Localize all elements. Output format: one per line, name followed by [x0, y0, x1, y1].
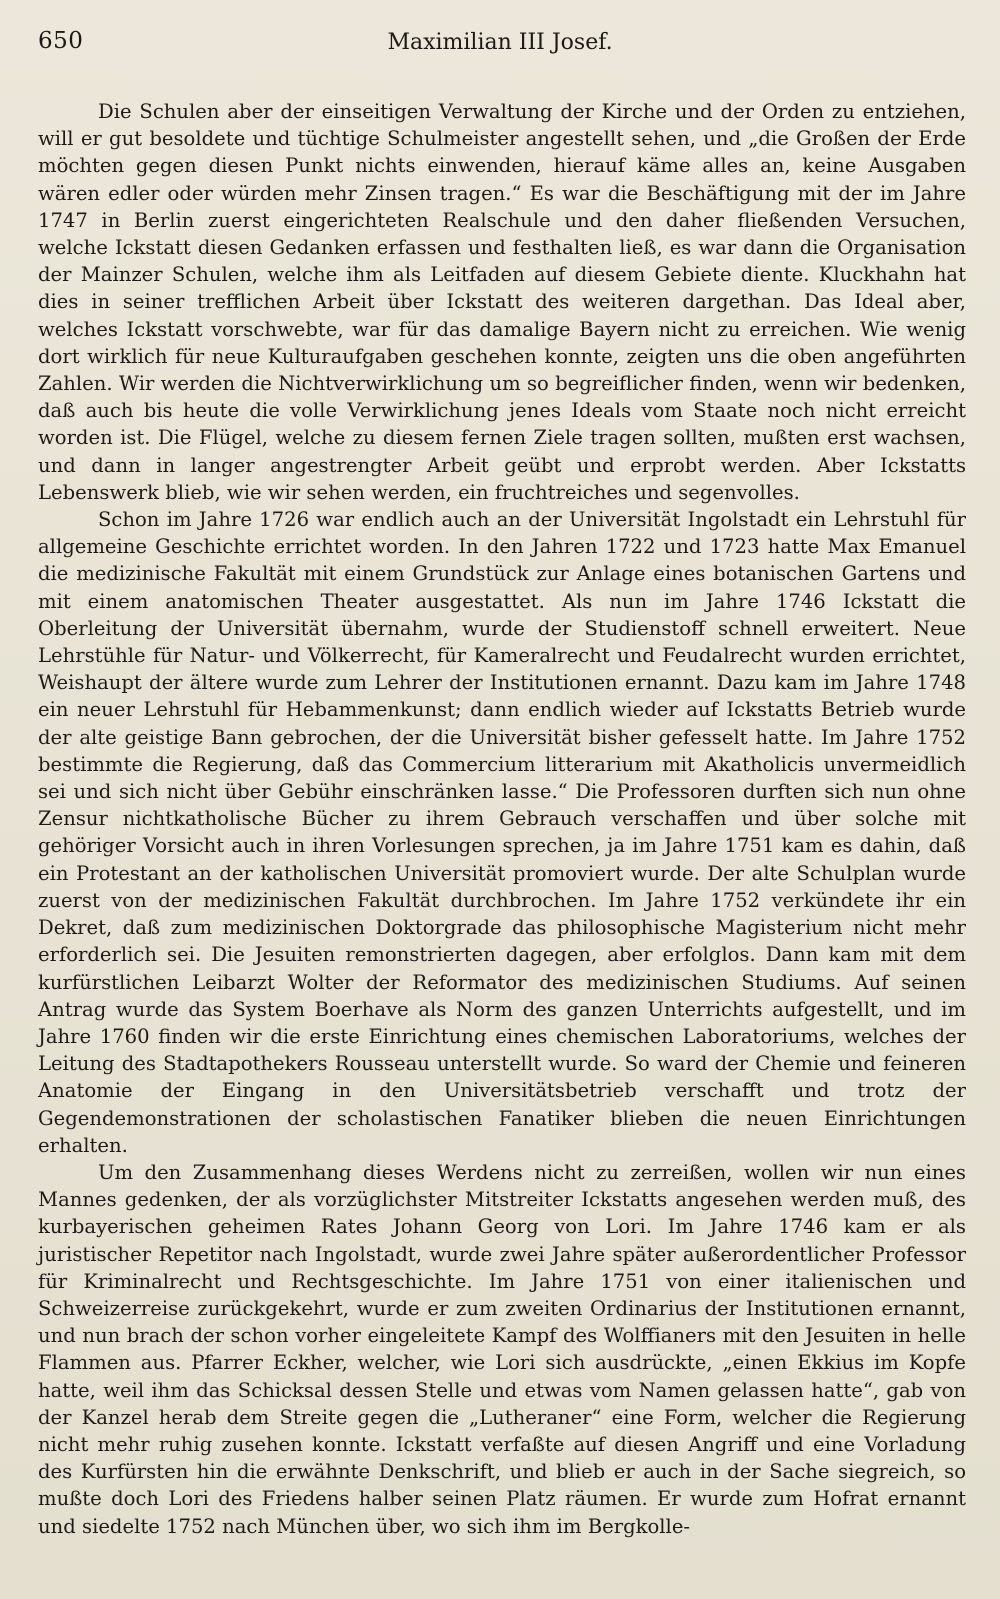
running-title: Maximilian III Josef. — [387, 30, 613, 55]
body-text — [38, 98, 966, 1540]
paragraph: Um den Zusammenhang dieses Werdens nicht zu zerreißen, wollen wir nun eines Mannes gedenken, der als vorzüglichster Mitstreiter Ickstatts angesehen werden muß, des kurbayerischen geheimen Rates Johann Georg von Lori. Im Jahre 1746 kam er als juristischer Repetitor nach Ingolstadt, wurde zwei Jahre später außerordentlicher Professor für Kriminalrecht und Rechtsgeschichte. Im Jahre 1751 von einer italienischen und Schweizerreise zurückgekehrt, wurde er zum zweiten Ordinarius der Institutionen ernannt, und nun brach der schon vorher eingeleitete Kampf des Wolffianers mit den Jesuiten in helle Flammen aus. Pfarrer Eckher, welcher, wie Lori sich ausdrückte, „einen Ekkius im Kopfe hatte, weil ihm das Schicksal dessen Stelle und etwas vom Namen gelassen hatte“, gab von der Kanzel herab dem Streite gegen die „Lutheraner“ eine Form, welcher die Regierung nicht mehr ruhig zusehen konnte. Ickstatt verfaßte auf diesen Angriff und eine Vorladung des Kurfürsten hin die erwähnte Denkschrift, und blieb er auch in der Sache siegreich, so mußte doch Lori des Friedens halber seinen Platz räumen. Er wurde zum Hofrat ernannt und siedelte 1752 nach München über, wo sich ihm im Bergkolle- — [38, 1160, 966, 1538]
paragraph: Schon im Jahre 1726 war endlich auch an der Universität Ingolstadt ein Lehrstuhl für allgemeine Geschichte errichtet worden. In den Jahren 1722 und 1723 hatte Max Emanuel die medizinische Fakultät mit einem Grundstück zur Anlage eines botanischen Gartens und mit einem anatomischen Theater ausgestattet. Als nun im Jahre 1746 Ickstatt die Oberleitung der Universität übernahm, wurde der Studienstoff schnell erweitert. Neue Lehrstühle für Natur- und Völkerrecht, für Kameralrecht und Feudalrecht wurden errichtet, Weishaupt der ältere wurde zum Lehrer der Institutionen ernannt. Dazu kam im Jahre 1748 ein neuer Lehrstuhl für Hebammenkunst; dann endlich wieder auf Ickstatts Betrieb wurde der alte geistige Bann gebrochen, der die Universität bisher gefesselt hatte. Im Jahre 1752 bestimmte die Regierung, daß das Commercium litterarium mit Akatholicis unvermeidlich sei und sich nicht über Gebühr einschränken lasse.“ Die Professoren durften sich nun ohne Zensur nichtkatholische Bücher zu ihrem Gebrauch verschaffen und über solche mit gehöriger Vorsicht auch in ihren Vorlesungen sprechen, ja im Jahre 1751 kam es dahin, daß ein Protestant an der katholischen Universität promoviert wurde. Der alte Schulplan wurde zuerst von der medizinischen Fakultät durchbrochen. Im Jahre 1752 verkündete ihr ein Dekret, daß zum medizinischen Doktorgrade das philosophische Magisterium nicht mehr erforderlich sei. Die Jesuiten remonstrierten dagegen, aber erfolglos. Dann kam mit dem kurfürstlichen Leibarzt Wolter der Reformator des medizinischen Studiums. Auf seinen Antrag wurde das System Boerhave als Norm des ganzen Unterrichts aufgestellt, und im Jahre 1760 finden wir die erste Einrichtung eines chemischen Laboratoriums, welches der Leitung des Stadtapothekers Rousseau unterstellt wurde. So ward der Chemie und feineren Anatomie der Eingang in den Universitätsbetrieb verschafft und trotz der Gegendemonstrationen der scholastischen Fanatiker blieben die neuen Einrichtungen erhalten. — [38, 508, 966, 1157]
paragraph: Die Schulen aber der einseitigen Verwaltung der Kirche und der Orden zu entziehen, will er gut besoldete und tüchtige Schulmeister angestellt sehen, und „die Großen der Erde möchten gegen diesen Punkt nichts einwenden, hierauf käme alles an, keine Ausgaben wären edler oder würden mehr Zinsen tragen.“ Es war die Beschäftigung mit der im Jahre 1747 in Berlin zuerst eingerichteten Realschule und den daher fließenden Versuchen, welche Ickstatt diesen Gedanken erfassen und festhalten ließ, es war dann die Organisation der Mainzer Schulen, welche ihm als Leitfaden auf diesem Gebiete diente. Kluckhahn hat dies in seiner trefflichen Arbeit über Ickstatt des weiteren dargethan. Das Ideal aber, welches Ickstatt vorschwebte, war für das damalige Bayern nicht zu erreichen. Wie wenig dort wirklich für neue Kulturaufgaben geschehen konnte, zeigten uns die oben angeführten Zahlen. Wir werden die Nichtverwirklichung um so begreiflicher finden, wenn wir bedenken, daß auch bis heute die volle Verwirklichung jenes Ideals vom Staate noch nicht erreicht worden ist. Die Flügel, welche zu diesem fernen Ziele tragen sollten, mußten erst wachsen, und dann in langer angestrengter Arbeit geübt und erprobt werden. Aber Ickstatts Lebenswerk blieb, wie wir sehen werden, ein fruchtreiches und segenvolles. — [38, 100, 966, 504]
page-number: 650 — [38, 28, 84, 54]
